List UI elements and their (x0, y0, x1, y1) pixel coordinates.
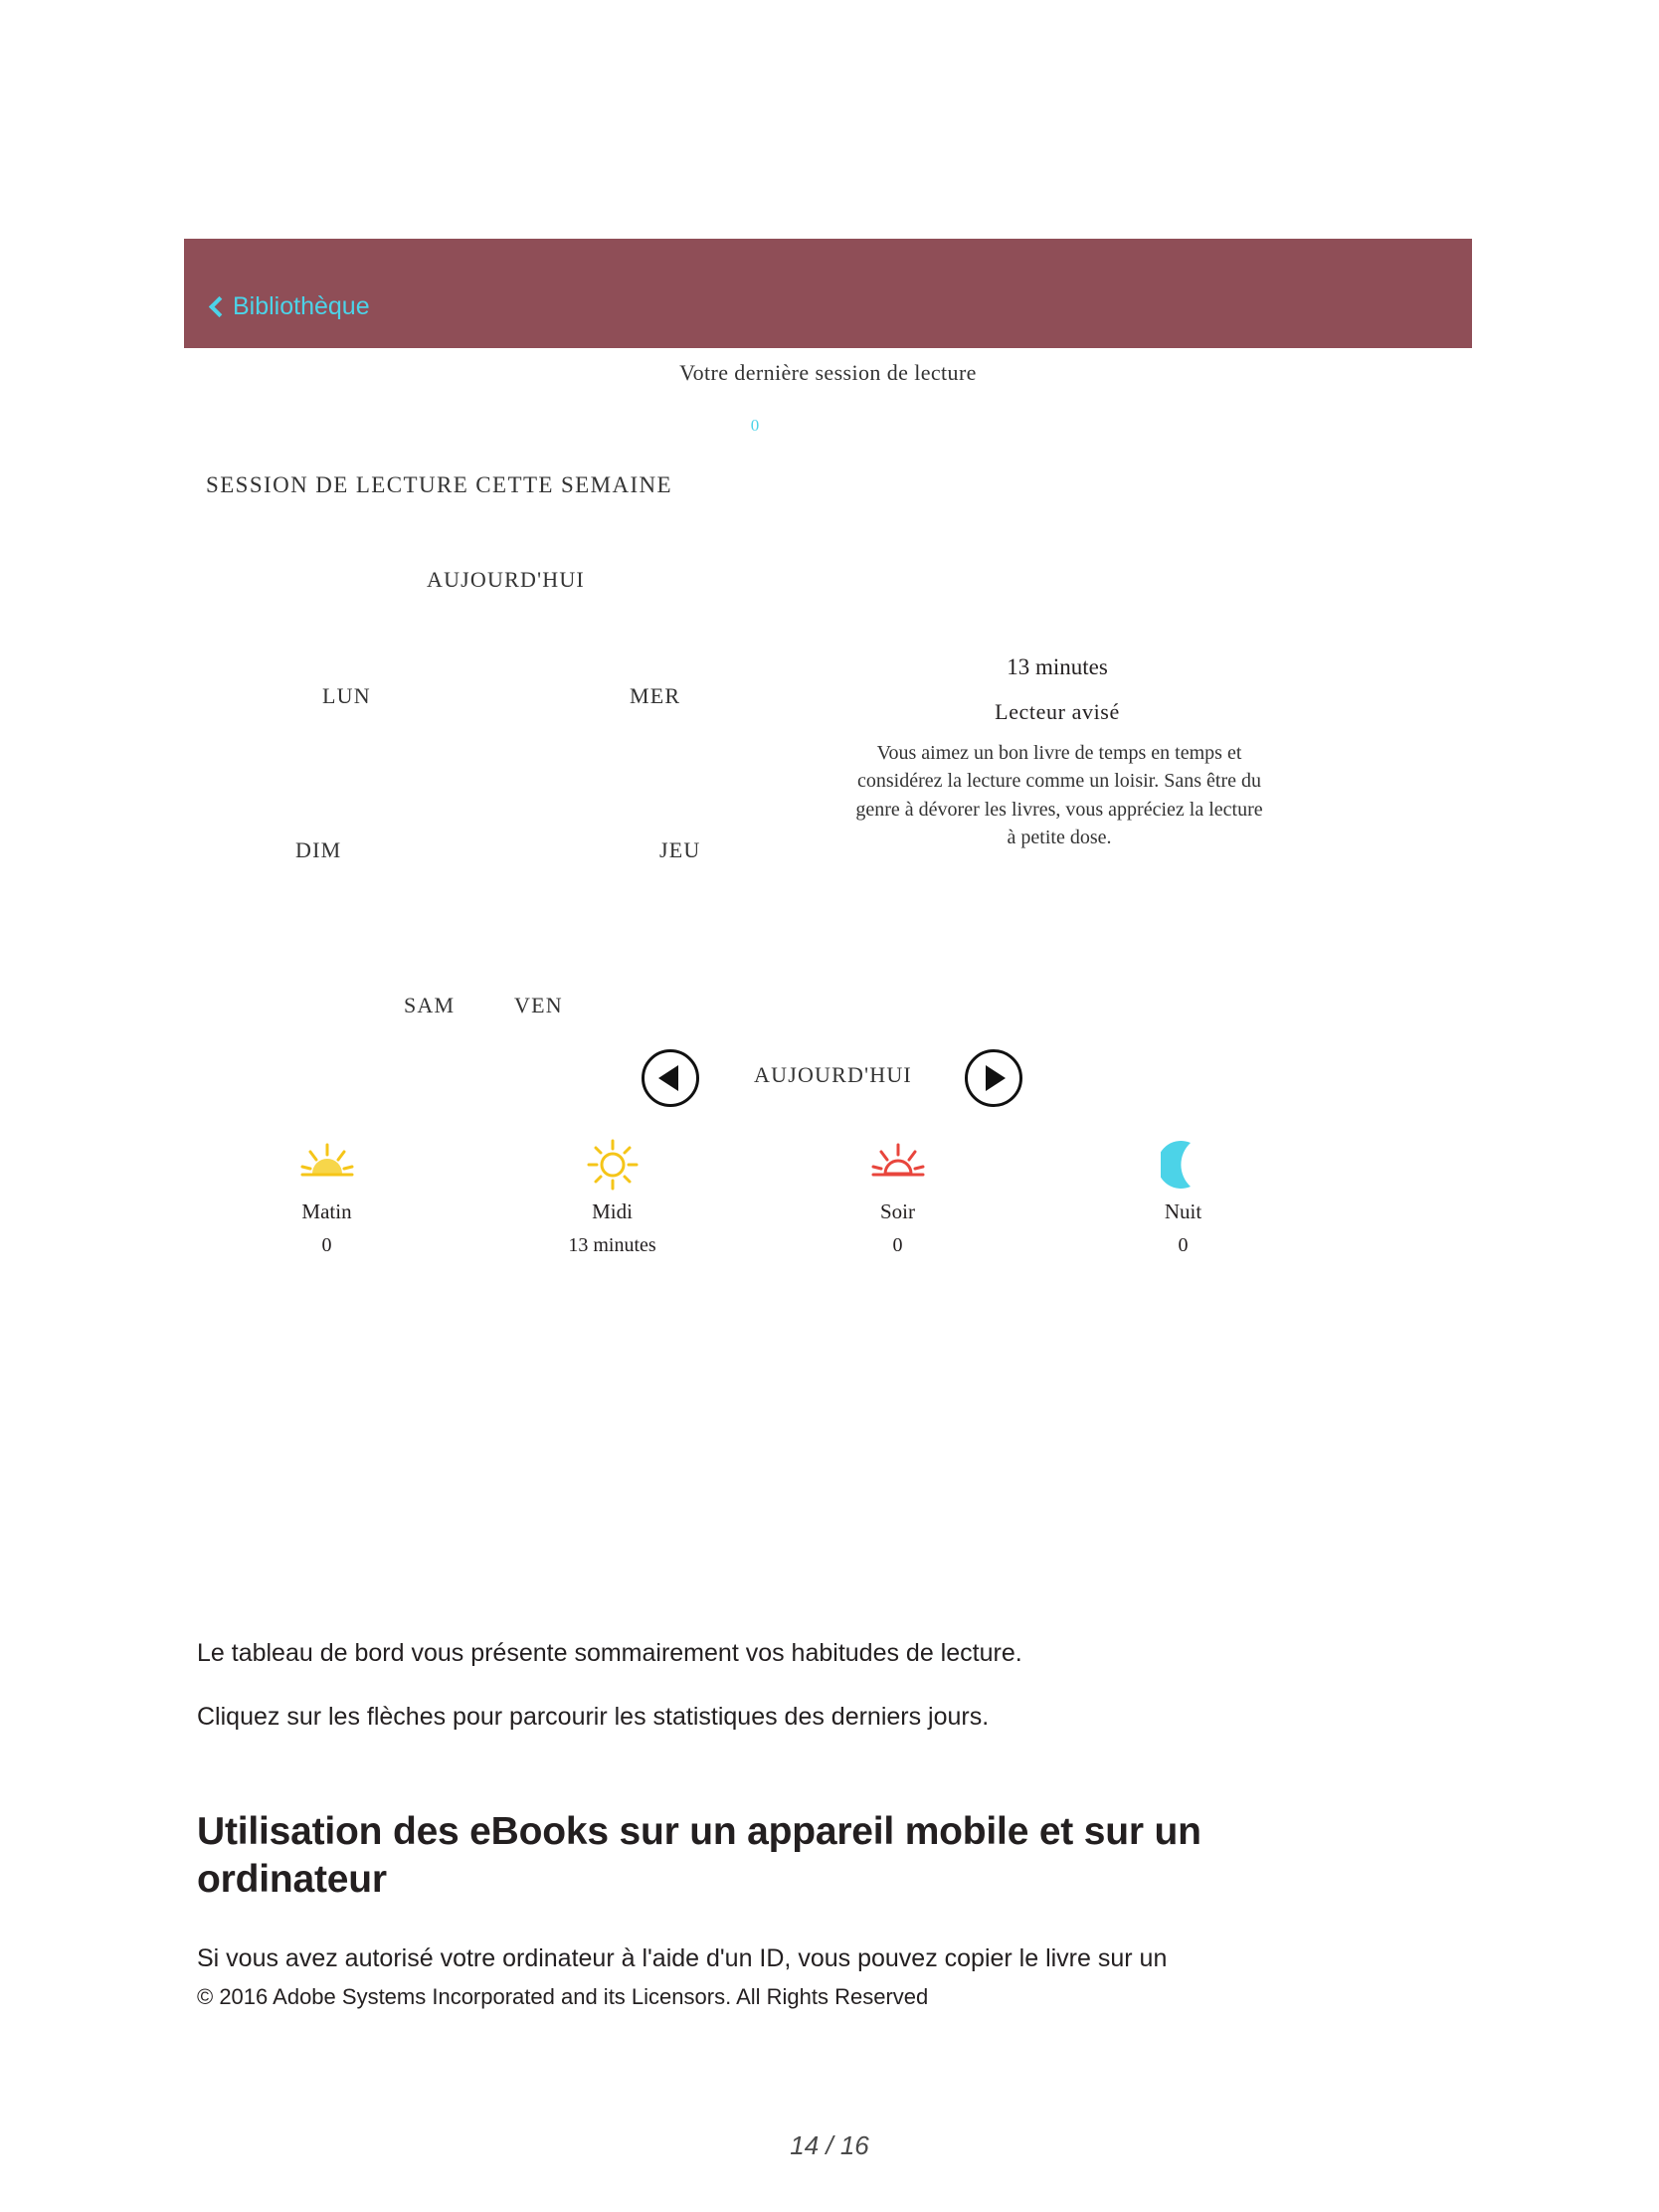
time-of-day-night-value: 0 (1178, 1234, 1189, 1256)
week-day-mer: MER (630, 683, 681, 708)
reading-dashboard-screenshot (184, 239, 1472, 1462)
time-of-day-midday-label: Midi (592, 1199, 633, 1223)
previous-day-button[interactable] (642, 1049, 699, 1107)
chevron-left-icon (209, 296, 223, 318)
time-of-day-night-label: Nuit (1164, 1199, 1202, 1223)
next-day-button[interactable] (965, 1049, 1022, 1107)
copyright-notice: © 2016 Adobe Systems Incorporated and its Licensors. All Rights Reserved (197, 1984, 929, 2009)
time-of-day-breakdown (184, 1134, 1326, 1257)
time-of-day-evening (755, 1134, 1040, 1257)
page-number: 14 / 16 (790, 2130, 869, 2160)
current-day-label: AUJOURD'HUI (754, 1062, 912, 1087)
week-day-today: AUJOURD'HUI (427, 567, 585, 592)
week-day-jeu: JEU (659, 837, 701, 862)
time-of-day-evening-label: Soir (879, 1199, 915, 1223)
reader-profile-description: Vous aimez un bon livre de temps en temps et considérez la lecture comme un loisir. Sans être du genre à dévorer les livres, vous appréciez la lecture à petite dose. (855, 742, 1263, 849)
last-session-label: Votre dernière session de lecture (679, 360, 977, 385)
week-day-lun: LUN (322, 683, 371, 708)
body-paragraph-1: Le tableau de bord vous présente sommairement vos habitudes de lecture. (197, 1639, 1022, 1667)
reading-minutes-value: 13 minutes (1007, 654, 1108, 679)
app-header-bar (184, 239, 1472, 348)
week-day-sam: SAM (404, 993, 456, 1017)
sunset-icon (755, 1134, 1040, 1196)
reader-profile-badge: Lecteur avisé (995, 699, 1120, 724)
section-heading: Utilisation des eBooks sur un appareil mobile et sur un ordinateur (197, 1810, 1201, 1901)
last-session-value: 0 (750, 416, 760, 435)
time-of-day-night (1040, 1134, 1326, 1257)
arrow-left-icon (658, 1065, 678, 1091)
body-paragraph-2: Cliquez sur les flèches pour parcourir les statistiques des derniers jours. (197, 1703, 990, 1731)
arrow-right-icon (986, 1065, 1006, 1091)
time-of-day-morning (184, 1134, 469, 1257)
week-day-ven: VEN (514, 993, 563, 1017)
back-to-library-button[interactable] (209, 292, 370, 321)
time-of-day-midday-value: 13 minutes (568, 1234, 656, 1256)
sun-icon (469, 1134, 755, 1196)
time-of-day-midday (469, 1134, 755, 1257)
week-day-dim: DIM (295, 837, 342, 862)
back-to-library-label: Bibliothèque (233, 292, 370, 320)
body-paragraph-3: Si vous avez autorisé votre ordinateur à l'aide d'un ID, vous pouvez copier le livre sur un (197, 1944, 1168, 1972)
weekly-session-title: SESSION DE LECTURE CETTE SEMAINE (206, 472, 673, 497)
sunrise-icon (184, 1134, 469, 1196)
time-of-day-morning-value: 0 (321, 1234, 332, 1256)
time-of-day-evening-value: 0 (892, 1234, 903, 1256)
moon-icon (1040, 1134, 1326, 1196)
time-of-day-morning-label: Matin (301, 1199, 352, 1223)
